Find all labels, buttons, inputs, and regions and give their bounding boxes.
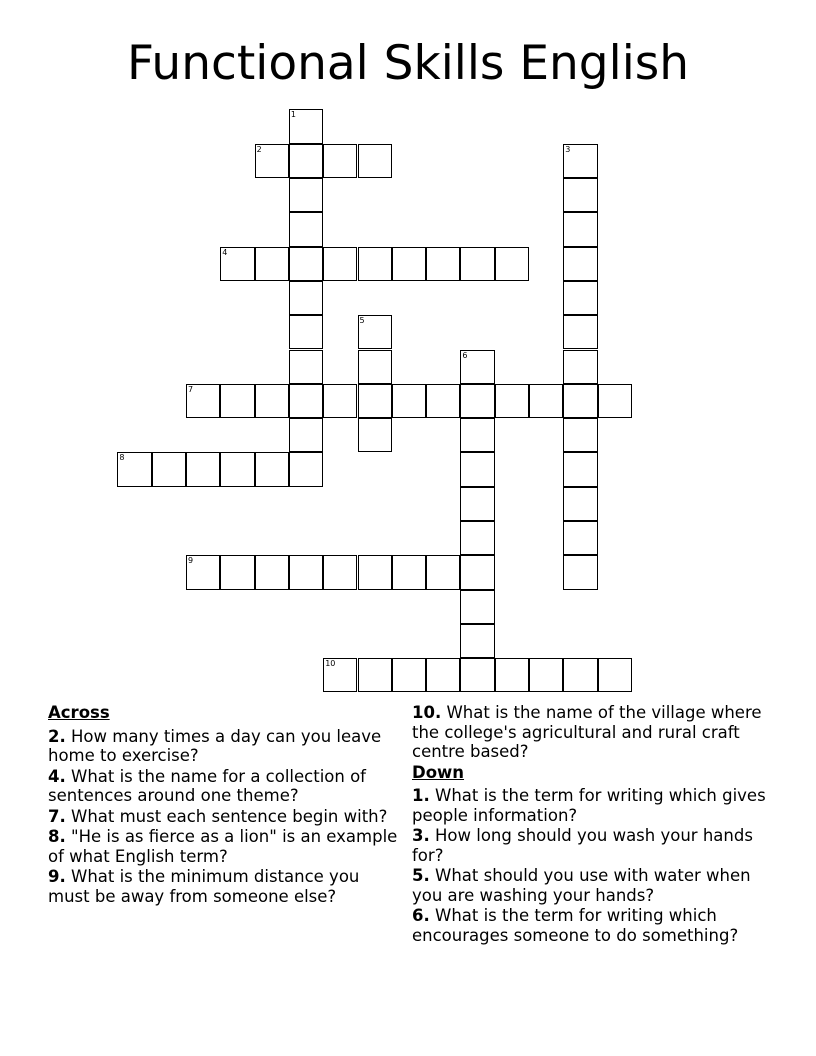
clue-number: 6. <box>412 906 430 925</box>
grid-cell[interactable] <box>460 418 494 452</box>
clue-text: What is the term for writing which gives people information? <box>412 786 766 825</box>
cell-number: 1 <box>290 110 296 120</box>
cell-number: 10 <box>325 659 336 669</box>
grid-cell[interactable] <box>358 247 392 281</box>
cell-number: 7 <box>188 384 194 394</box>
clue-text: "He is as fierce as a lion" is an example of what English term? <box>48 827 398 866</box>
clue-number: 1. <box>412 786 430 805</box>
grid-cell[interactable] <box>426 555 460 589</box>
grid-cell[interactable] <box>323 555 357 589</box>
clue-number: 9. <box>48 867 66 886</box>
grid-cell[interactable] <box>563 555 597 589</box>
grid-cell[interactable] <box>152 452 186 486</box>
clue-text: What is the term for writing which encourages someone to do something? <box>412 906 739 945</box>
grid-cell[interactable] <box>289 452 323 486</box>
grid-cell[interactable] <box>460 590 494 624</box>
grid-cell[interactable] <box>117 452 151 486</box>
grid-cell[interactable] <box>289 350 323 384</box>
grid-cell[interactable] <box>563 487 597 521</box>
grid-cell[interactable] <box>563 178 597 212</box>
grid-cell[interactable] <box>289 144 323 178</box>
page-title: Functional Skills English <box>126 36 690 91</box>
grid-cell[interactable] <box>426 247 460 281</box>
grid-cell[interactable] <box>358 384 392 418</box>
grid-cell[interactable] <box>255 555 289 589</box>
grid-cell[interactable] <box>392 247 426 281</box>
grid-cell[interactable] <box>563 452 597 486</box>
grid-cell[interactable] <box>563 418 597 452</box>
grid-cell[interactable] <box>529 658 563 692</box>
clue-number: 4. <box>48 766 66 786</box>
clue-text: What must each sentence begin with? <box>71 806 388 826</box>
grid-cell[interactable] <box>460 487 494 521</box>
grid-cell[interactable] <box>220 555 254 589</box>
grid-cell[interactable] <box>323 384 357 418</box>
cell-number: 2 <box>256 144 262 154</box>
grid-cell[interactable] <box>186 452 220 486</box>
clue-across-7 <box>48 807 398 827</box>
clue-down-1 <box>412 786 772 825</box>
clue-across-10 <box>412 703 772 762</box>
grid-cell[interactable] <box>358 144 392 178</box>
grid-cell[interactable] <box>392 384 426 418</box>
grid-cell[interactable] <box>460 350 494 384</box>
grid-cell[interactable] <box>289 315 323 349</box>
grid-cell[interactable] <box>220 452 254 486</box>
clue-number: 3. <box>412 826 430 845</box>
grid-cell[interactable] <box>289 247 323 281</box>
clue-text: How many times a day can you leave home to exercise? <box>48 726 382 765</box>
cell-number: 5 <box>359 316 365 326</box>
grid-cell[interactable] <box>220 247 254 281</box>
clue-number: 2. <box>48 726 66 746</box>
grid-cell[interactable] <box>598 658 632 692</box>
clue-number: 5. <box>412 866 430 885</box>
grid-cell[interactable] <box>495 384 529 418</box>
cell-number: 8 <box>119 453 125 463</box>
clue-text: What is the name for a collection of sentences around one theme? <box>48 766 366 805</box>
grid-cell[interactable] <box>392 555 426 589</box>
clue-across-4 <box>48 767 398 806</box>
grid-cell[interactable] <box>563 521 597 555</box>
clue-across-8 <box>48 827 398 866</box>
grid-cell[interactable] <box>426 384 460 418</box>
grid-cell[interactable] <box>563 350 597 384</box>
clue-text: What should you use with water when you are washing your hands? <box>412 866 751 905</box>
down-heading: Down <box>412 762 465 782</box>
clue-text: What is the minimum distance you must be away from someone else? <box>48 867 360 906</box>
clue-number: 8. <box>48 827 66 846</box>
clue-down-6 <box>412 906 772 945</box>
grid-cell[interactable] <box>255 384 289 418</box>
grid-cell[interactable] <box>563 315 597 349</box>
grid-cell[interactable] <box>289 418 323 452</box>
grid-cell[interactable] <box>289 384 323 418</box>
grid-cell[interactable] <box>426 658 460 692</box>
grid-cell[interactable] <box>220 384 254 418</box>
grid-cell[interactable] <box>289 178 323 212</box>
grid-cell[interactable] <box>358 315 392 349</box>
cell-number: 4 <box>222 247 228 257</box>
clues-column-left <box>48 703 398 907</box>
grid-cell[interactable] <box>460 247 494 281</box>
clue-number: 10. <box>412 703 442 722</box>
grid-cell[interactable] <box>460 658 494 692</box>
clue-text: How long should you wash your hands for? <box>412 826 753 865</box>
grid-cell[interactable] <box>563 212 597 246</box>
grid-cell[interactable] <box>255 247 289 281</box>
grid-cell[interactable] <box>358 658 392 692</box>
grid-cell[interactable] <box>460 452 494 486</box>
grid-cell[interactable] <box>289 281 323 315</box>
clue-down-5 <box>412 866 772 905</box>
cell-number: 3 <box>565 144 571 154</box>
grid-cell[interactable] <box>255 144 289 178</box>
grid-cell[interactable] <box>563 658 597 692</box>
grid-cell[interactable] <box>186 555 220 589</box>
grid-cell[interactable] <box>186 384 220 418</box>
grid-cell[interactable] <box>323 247 357 281</box>
grid-cell[interactable] <box>289 212 323 246</box>
across-heading: Across <box>48 703 110 722</box>
grid-cell[interactable] <box>323 658 357 692</box>
clues-column-right <box>412 703 772 946</box>
grid-cell[interactable] <box>563 384 597 418</box>
cell-number: 6 <box>462 350 468 360</box>
clue-down-3 <box>412 826 772 865</box>
grid-cell[interactable] <box>563 281 597 315</box>
clue-across-2 <box>48 727 398 766</box>
grid-cell[interactable] <box>495 658 529 692</box>
clue-across-9 <box>48 867 398 906</box>
grid-cell[interactable] <box>289 109 323 143</box>
grid-cell[interactable] <box>598 384 632 418</box>
grid-cell[interactable] <box>255 452 289 486</box>
grid-cell[interactable] <box>460 624 494 658</box>
clue-text: What is the name of the village where the college's agricultural and rural craft centre based? <box>412 703 762 761</box>
clue-number: 7. <box>48 806 66 826</box>
grid-cell[interactable] <box>563 144 597 178</box>
grid-cell[interactable] <box>495 247 529 281</box>
grid-cell[interactable] <box>392 658 426 692</box>
grid-cell[interactable] <box>529 384 563 418</box>
cell-number: 9 <box>188 556 194 566</box>
grid-cell[interactable] <box>460 521 494 555</box>
grid-cell[interactable] <box>563 247 597 281</box>
grid-cell[interactable] <box>460 555 494 589</box>
grid-cell[interactable] <box>289 555 323 589</box>
grid-cell[interactable] <box>358 350 392 384</box>
grid-cell[interactable] <box>358 555 392 589</box>
grid-cell[interactable] <box>323 144 357 178</box>
grid-cell[interactable] <box>358 418 392 452</box>
grid-cell[interactable] <box>460 384 494 418</box>
